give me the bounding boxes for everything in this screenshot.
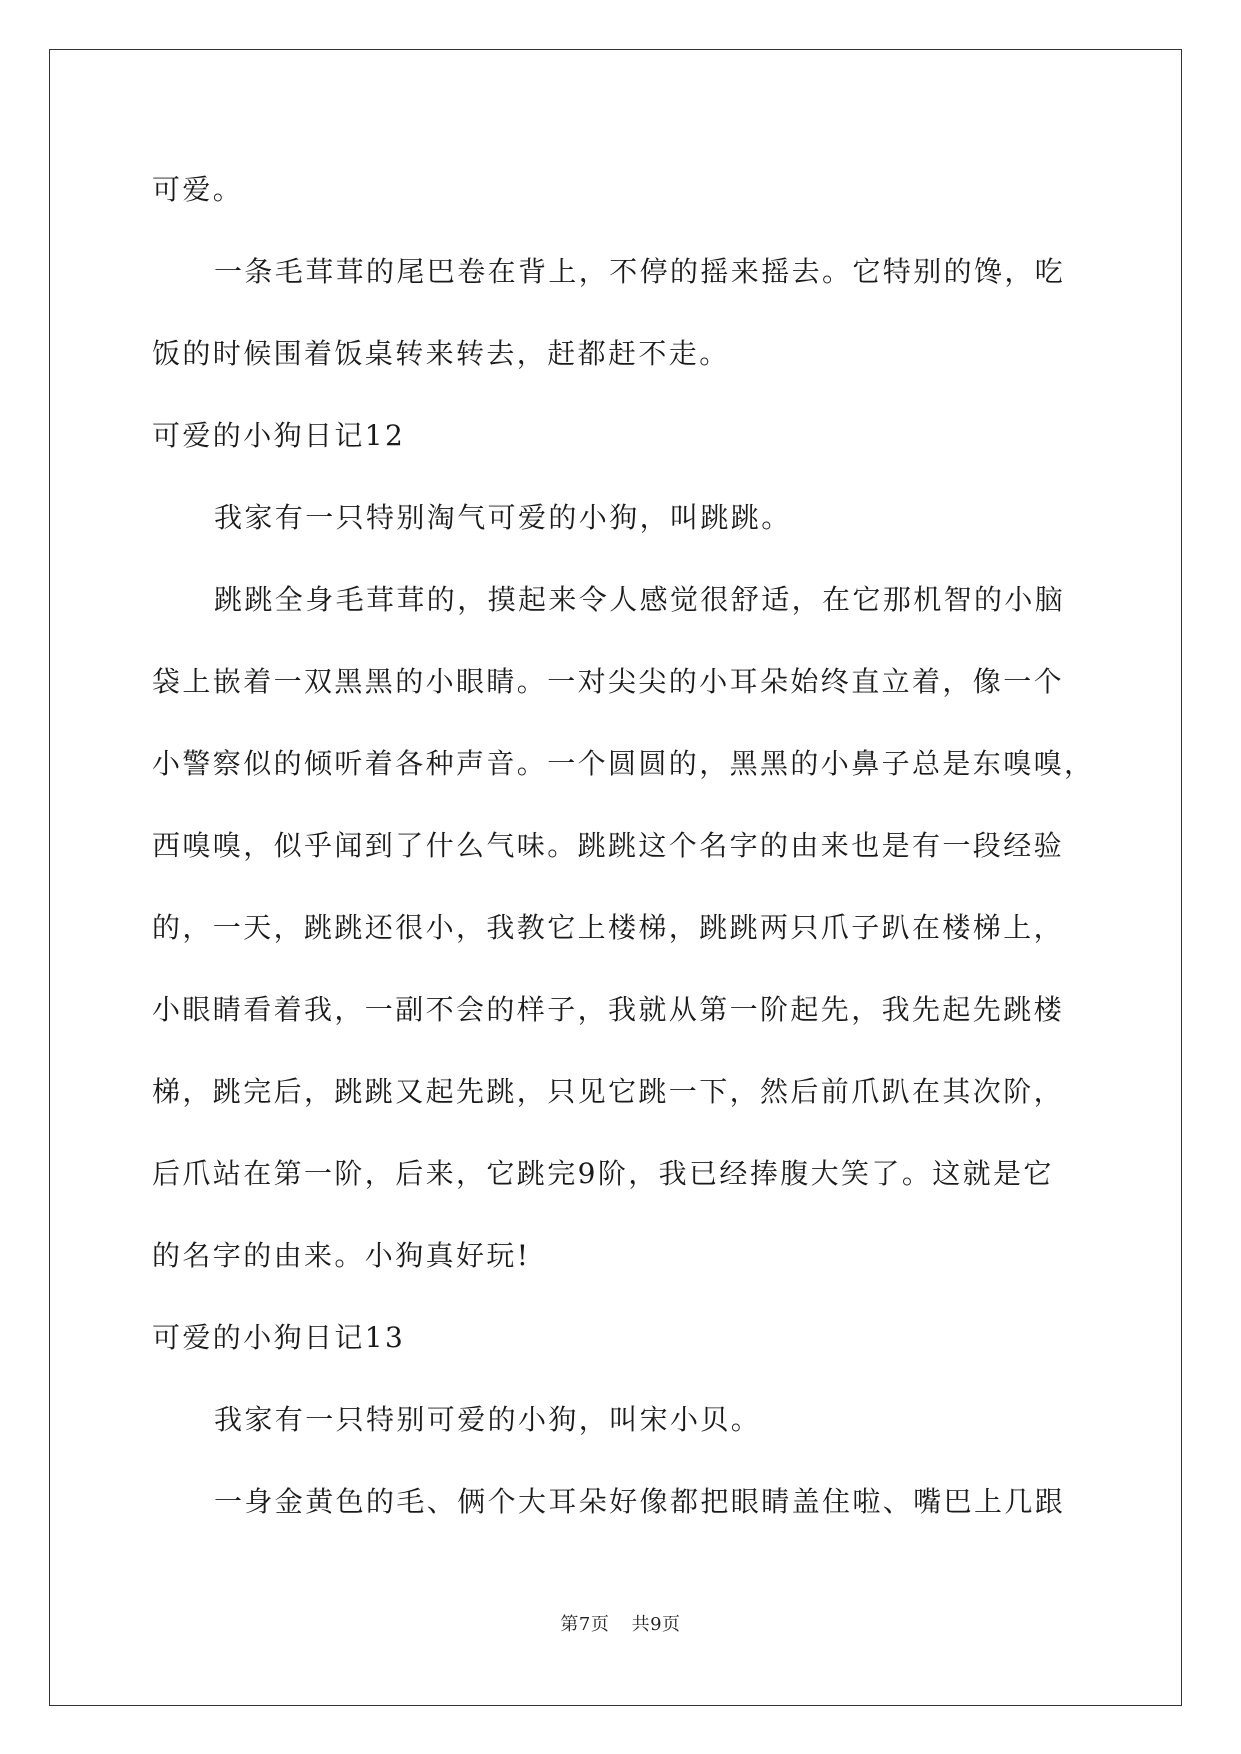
text-line: 的名字的由来。小狗真好玩!	[152, 1239, 531, 1272]
text-line: 可爱。	[152, 173, 244, 206]
text-line: 袋上嵌着一双黑黑的小眼睛。一对尖尖的小耳朵始终直立着，像一个	[152, 665, 1065, 698]
text-line: 一条毛茸茸的尾巴卷在背上，不停的摇来摇去。它特别的馋，吃	[214, 255, 1066, 288]
text-line: 的，一天，跳跳还很小，我教它上楼梯，跳跳两只爪子趴在楼梯上，	[152, 911, 1065, 944]
page-number-current: 第7页	[560, 1614, 610, 1635]
text-line: 小眼睛看着我，一副不会的样子，我就从第一阶起先，我先起先跳楼	[152, 993, 1065, 1026]
text-line: 西嗅嗅，似乎闻到了什么气味。跳跳这个名字的由来也是有一段经验	[152, 829, 1065, 862]
text-line: 跳跳全身毛茸茸的，摸起来令人感觉很舒适，在它那机智的小脑	[214, 583, 1066, 616]
document-body	[152, 160, 1112, 1554]
text-line: 小警察似的倾听着各种声音。一个圆圆的，黑黑的小鼻子总是东嗅嗅，	[152, 747, 1095, 780]
text-line: 可爱的小狗日记13	[152, 1321, 406, 1354]
text-line: 梯，跳完后，跳跳又起先跳，只见它跳一下，然后前爪趴在其次阶，	[152, 1075, 1065, 1108]
text-line: 饭的时候围着饭桌转来转去，赶都赶不走。	[152, 337, 730, 370]
text-line: 我家有一只特别可爱的小狗，叫宋小贝。	[214, 1403, 762, 1436]
page-footer	[0, 1610, 1241, 1636]
text-line: 一身金黄色的毛、俩个大耳朵好像都把眼睛盖住啦、嘴巴上几跟	[214, 1485, 1066, 1518]
text-line: 可爱的小狗日记12	[152, 419, 406, 452]
text-line: 我家有一只特别淘气可爱的小狗，叫跳跳。	[214, 501, 792, 534]
text-line: 后爪站在第一阶，后来，它跳完9阶，我已经捧腹大笑了。这就是它	[152, 1157, 1054, 1190]
page-number-total: 共9页	[631, 1614, 681, 1635]
